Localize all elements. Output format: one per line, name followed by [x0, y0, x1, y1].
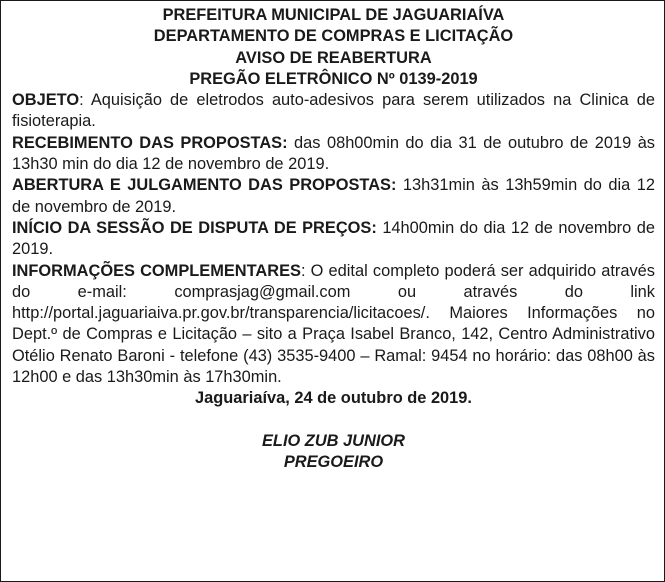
header-line-departamento: DEPARTAMENTO DE COMPRAS E LICITAÇÃO: [153, 27, 514, 46]
objeto-label: OBJETO: [12, 91, 80, 110]
informacoes-label: INFORMAÇÕES COMPLEMENTARES: [12, 261, 301, 280]
header-line-aviso: AVISO DE REABERTURA: [235, 48, 432, 67]
objeto-text: : Aquisição de eletrodos auto-adesivos para serem utilizados na Clinica de fisioterapia.: [12, 91, 655, 131]
date-line: Jaguariaíva, 24 de outubro de 2019.: [195, 389, 472, 408]
signature-name: ELIO ZUB JUNIOR: [262, 431, 405, 450]
recebimento-text: das 08h00min do dia 31 de outubro de 2019 às 13h30 min do dia 12 de novembro de 2019.: [12, 133, 656, 174]
header-line-pregao: PREGÃO ELETRÔNICO Nº 0139-2019: [189, 69, 478, 88]
spacer: [12, 410, 655, 431]
signature-block: [12, 431, 655, 474]
inicio-label: INÍCIO DA SESSÃO DE DISPUTA DE PREÇOS:: [12, 218, 377, 237]
objeto-paragraph: [12, 90, 655, 133]
inicio-text: 14h00min do dia 12 de novembro de 2019.: [12, 218, 655, 259]
signature-role: PREGOEIRO: [283, 452, 384, 471]
notice-header: [12, 5, 655, 90]
informacoes-paragraph: [12, 261, 655, 389]
abertura-paragraph: [12, 175, 655, 218]
recebimento-paragraph: [12, 133, 655, 176]
abertura-label: ABERTURA E JULGAMENTO DAS PROPOSTAS:: [12, 176, 397, 195]
abertura-text: 13h31min às 13h59min do dia 12 de novembro de 2019.: [12, 176, 655, 216]
header-line-prefeitura: PREFEITURA MUNICIPAL DE JAGUARIAÍVA: [162, 6, 505, 24]
informacoes-text: : O edital completo poderá ser adquirido através do e-mail: comprasjag@gmail.com ou através do link http://portal.jaguariaiva.pr.gov.br/transparencia/licitacoes/. Maiores Informações no Dept.º de Compras e Licitação – sito a Praça Isabel Branco, 142, Centro Administrativo Otélio Renato Baroni - telefone (43) 3535-9400 – Ramal: 9454 no horário: das 08h00 às 12h00 e das 13h30min às 17h30min.: [12, 261, 655, 387]
inicio-paragraph: [12, 218, 655, 261]
recebimento-label: RECEBIMENTO DAS PROPOSTAS:: [12, 133, 288, 152]
